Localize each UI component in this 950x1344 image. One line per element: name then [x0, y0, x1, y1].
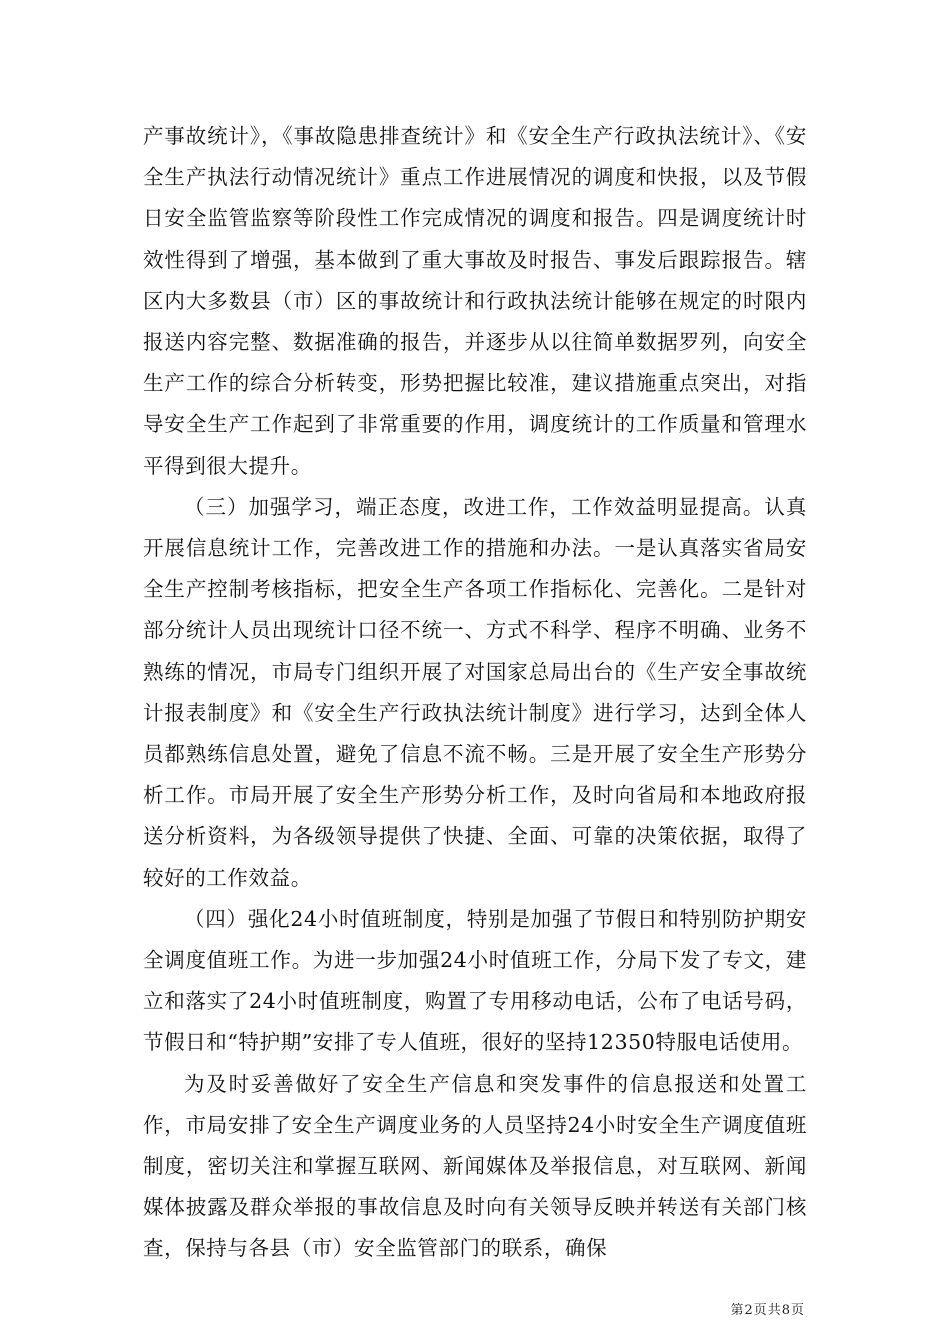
paragraph-duty-report: 为及时妥善做好了安全生产信息和突发事件的信息报送和处置工作，市局安排了安全生产调度业务的人员坚持24小时安全生产调度值班制度，密切关注和掌握互联网、新闻媒体及举报信息，对互联网、新闻媒体披露及群众举报的事故信息及时向有关领导反映并转送有关部门核查，保持与各县（市）安全监管部门的联系，确保 — [143, 1071, 807, 1261]
page-number-footer: 第2页共8页 — [730, 1303, 805, 1318]
paragraph-section-3: （三）加强学习，端正态度，改进工作，工作效益明显提高。认真开展信息统计工作，完善改进工作的措施和办法。一是认真落实省局安全生产控制考核指标，把安全生产各项工作指标化、完善化。二是针对部分统计人员出现统计口径不统一、方式不科学、程序不明确、业务不熟练的情况，市局专门组织开展了对国家总局出台的《生产安全事故统计报表制度》和《安全生产行政执法统计制度》进行学习，达到全体人员都熟练信息处置，避免了信息不流不畅。三是开展了安全生产形势分析工作。市局开展了安全生产形势分析工作，及时向省局和本地政府报送分析资料，为各级领导提供了快捷、全面、可靠的决策依据，取得了较好的工作效益。 — [143, 494, 807, 890]
document-body — [143, 116, 807, 1270]
paragraph-section-4: （四）强化24小时值班制度，特别是加强了节假日和特别防护期安全调度值班工作。为进一步加强24小时值班工作，分局下发了专文，建立和落实了24小时值班制度，购置了专用移动电话，公布了电话号码，节假日和“特护期”安排了专人值班，很好的坚持12350特服电话使用。 — [143, 906, 807, 1055]
paragraph-continuation: 产事故统计》，《事故隐患排查统计》和《安全生产行政执法统计》、《安全生产执法行动情况统计》重点工作进展情况的调度和快报，以及节假日安全监管监察等阶段性工作完成情况的调度和报告。四是调度统计时效性得到了增强，基本做到了重大事故及时报告、事发后跟踪报告。辖区内大多数县（市）区的事故统计和行政执法统计能够在规定的时限内报送内容完整、数据准确的报告，并逐步从以往简单数据罗列，向安全生产工作的综合分析转变，形势把握比较准，建议措施重点突出，对指导安全生产工作起到了非常重要的作用，调度统计的工作质量和管理水平得到很大提升。 — [143, 124, 807, 478]
